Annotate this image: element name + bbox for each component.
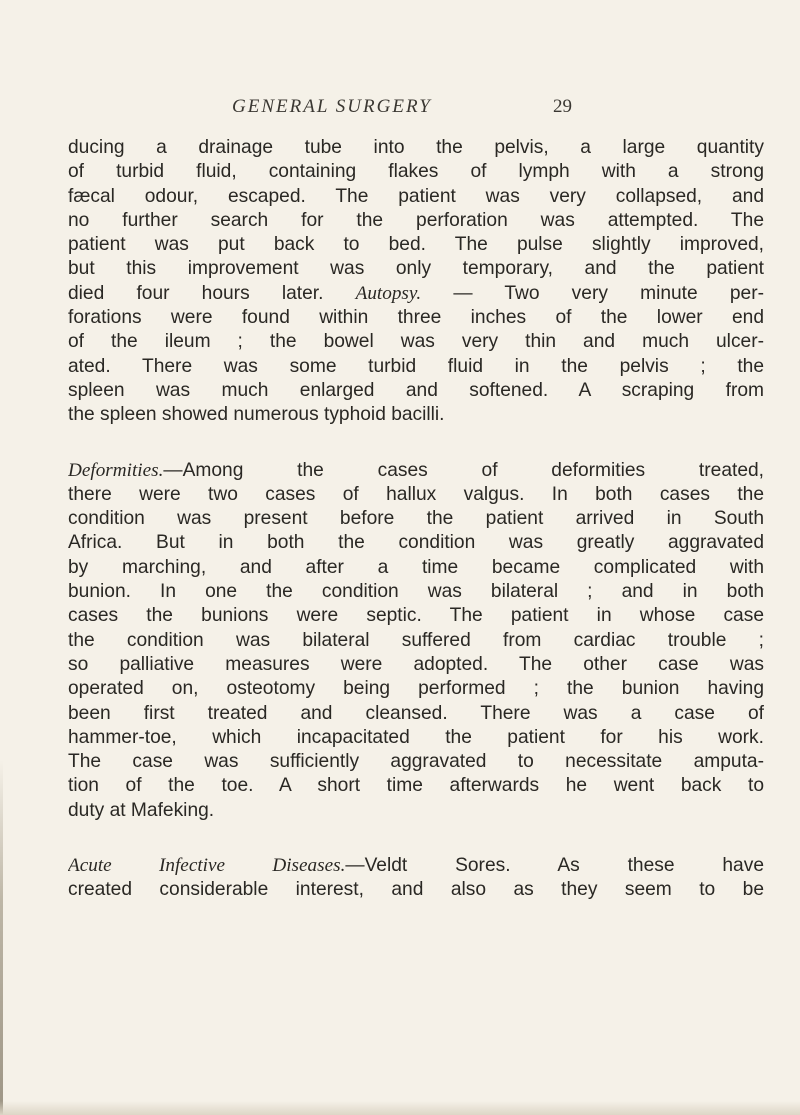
text-line: so palliative measures were adopted. The other case was bbox=[68, 653, 764, 675]
text-line: patient was put back to bed. The pulse slightly improved, bbox=[68, 234, 764, 256]
text-line: hammer-toe, which incapacitated the patient for his work. bbox=[68, 726, 764, 748]
text-line: Africa. But in both the condition was greatly aggravated bbox=[68, 532, 764, 554]
text-line: operated on, osteotomy being performed ; the bunion having bbox=[68, 678, 764, 700]
text-line: died four hours later. Autopsy. — Two very minute per- bbox=[68, 282, 764, 304]
text-line: Acute Infective Diseases.—Veldt Sores. As these have bbox=[68, 855, 764, 877]
text-line: created considerable interest, and also as they seem to be bbox=[68, 879, 764, 901]
text-line: ducing a drainage tube into the pelvis, a large quantity bbox=[68, 137, 764, 158]
text-line: forations were found within three inches of the lower end bbox=[68, 307, 764, 329]
text-line: there were two cases of hallux valgus. In both cases the bbox=[68, 483, 764, 505]
text-line: the spleen showed numerous typhoid bacilli. bbox=[68, 404, 445, 426]
deformities-heading: Deformities. bbox=[68, 459, 164, 481]
text-line: cases the bunions were septic. The patient in whose case bbox=[68, 605, 764, 627]
text-line: ated. There was some turbid fluid in the pelvis ; the bbox=[68, 355, 764, 377]
paragraph-deformities bbox=[68, 459, 764, 823]
text-line: been first treated and cleansed. There was a case of bbox=[68, 702, 764, 724]
text-line: bunion. In one the condition was bilateral ; and in both bbox=[68, 581, 764, 603]
text-line: the condition was bilateral suffered from cardiac trouble ; bbox=[68, 629, 764, 651]
infective-diseases-heading: Acute Infective Diseases. bbox=[68, 855, 346, 877]
page-bottom-edge bbox=[0, 1101, 800, 1115]
paragraph-infective-diseases bbox=[68, 854, 764, 903]
text-line: but this improvement was only temporary, and the patient bbox=[68, 258, 764, 280]
running-head: GENERAL SURGERY bbox=[232, 96, 432, 117]
text-line: Deformities.—Among the cases of deformities treated, bbox=[68, 459, 764, 481]
text-line: tion of the toe. A short time afterwards he went back to bbox=[68, 775, 764, 797]
text-line: condition was present before the patient arrived in South bbox=[68, 508, 764, 530]
text-line: The case was sufficiently aggravated to necessitate amputa- bbox=[68, 751, 764, 773]
page-edge-shadow bbox=[0, 760, 3, 1115]
text-line: duty at Mafeking. bbox=[68, 799, 215, 821]
page-header bbox=[232, 96, 572, 122]
paragraph-autopsy-report bbox=[68, 136, 764, 428]
text-line: fæcal odour, escaped. The patient was very collapsed, and bbox=[68, 185, 764, 207]
text-line: of the ileum ; the bowel was very thin and much ulcer- bbox=[68, 331, 764, 353]
autopsy-heading: Autopsy. bbox=[355, 282, 422, 304]
text-line: by marching, and after a time became complicated with bbox=[68, 556, 764, 578]
text-line: of turbid fluid, containing flakes of lymph with a strong bbox=[68, 161, 764, 183]
page-number: 29 bbox=[553, 96, 572, 117]
text-line: spleen was much enlarged and softened. A scraping from bbox=[68, 379, 764, 401]
body-text bbox=[68, 136, 764, 934]
text-line: no further search for the perforation was attempted. The bbox=[68, 209, 764, 231]
